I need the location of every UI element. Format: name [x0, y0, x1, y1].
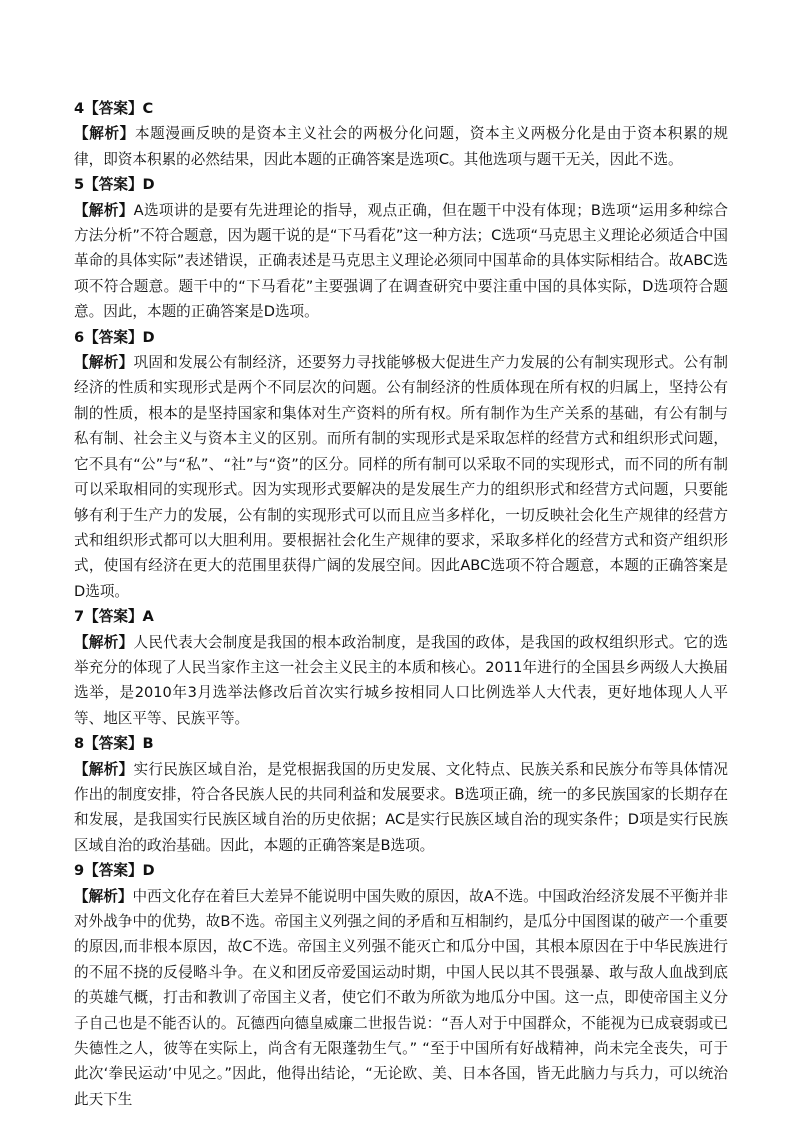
analysis-label: 【解析】: [74, 633, 134, 651]
question-number: 9: [74, 862, 85, 880]
answer-line: [74, 172, 728, 197]
analysis-text: 本题漫画反映的是资本主义社会的两极分化问题，资本主义两极分化是由于资本积累的规律，即资本积累的必然结果，因此本题的正确答案是选项C。其他选项与题干无关，因此不选。: [74, 125, 728, 168]
question-number: 7: [74, 608, 85, 626]
answer-label: 【答案】: [84, 100, 143, 117]
answer-line: [74, 96, 728, 121]
answer-value: D: [142, 328, 155, 346]
question-number: 8: [74, 735, 85, 753]
question-number: 6: [74, 328, 85, 346]
analysis-label: 【解析】: [74, 125, 135, 143]
answer-value: B: [142, 735, 154, 753]
analysis-text: A选项讲的是要有先进理论的指导，观点正确，但在题干中没有体现；B选项“运用多种综合方法分析”不符合题意，因为题干说的是“下马看花”这一种方法；C选项“马克思主义理论必须适合中国革命的具体实际”表述错误，正确表述是马克思主义理论必须同中国革命的具体实际相结合。故ABC选项不符合题意。题干中的“下马看花”主要强调了在调查研究中要注重中国的具体实际，D选项符合题意。因此，本题的正确答案是D选项。: [74, 201, 728, 321]
analysis-paragraph: [74, 350, 728, 604]
analysis-label: 【解析】: [74, 354, 134, 372]
question-9: [74, 858, 728, 1112]
answer-value: A: [142, 608, 154, 626]
analysis-text: 实行民族区域自治，是党根据我国的历史发展、文化特点、民族关系和民族分布等具体情况作出的制度安排，符合各民族人民的共同利益和发展要求。B选项正确，统一的多民族国家的长期存在和发展，是我国实行民族区域自治的历史依据；AC是实行民族区域自治的现实条件；D项是实行民族区域自治的政治基础。因此，本题的正确答案是B选项。: [74, 760, 728, 854]
answer-value: D: [142, 862, 155, 880]
answer-label: 【答案】: [84, 608, 143, 626]
analysis-label: 【解析】: [74, 887, 133, 905]
analysis-label: 【解析】: [74, 201, 134, 219]
analysis-label: 【解析】: [74, 760, 134, 778]
analysis-paragraph: [74, 884, 728, 1113]
question-number: 5: [74, 176, 85, 194]
analysis-paragraph: [74, 198, 728, 325]
answer-line: [74, 325, 728, 350]
question-6: [74, 325, 728, 604]
answer-line: [74, 731, 728, 756]
analysis-paragraph: [74, 630, 728, 732]
analysis-text: 巩固和发展公有制经济，还要努力寻找能够极大促进生产力发展的公有制实现形式。公有制经济的性质和实现形式是两个不同层次的问题。公有制经济的性质体现在所有权的归属上，坚持公有制的性质，根本的是坚持国家和集体对生产资料的所有权。所有制作为生产关系的基础，有公有制与私有制、社会主义与资本主义的区别。而所有制的实现形式是采取怎样的经营方式和组织形式问题，它不具有“公”与“私”、“社”与“资”的区分。同样的所有制可以采取不同的实现形式，而不同的所有制可以采取相同的实现形式。因为实现形式要解决的是发展生产力的组织形式和经营方式问题，只要能够有利于生产力的发展，公有制的实现形式可以而且应当多样化，一切反映社会化生产规律的经营方式和组织形式都可以大胆利用。要根据社会化生产规律的要求，采取多样化的经营方式和资产组织形式，使国有经济在更大的范围里获得广阔的发展空间。因此ABC选项不符合题意，本题的正确答案是D选项。: [74, 354, 728, 600]
question-8: [74, 731, 728, 858]
analysis-paragraph: [74, 121, 728, 172]
answer-value: D: [142, 176, 155, 194]
question-5: [74, 172, 728, 324]
question-4: [74, 96, 728, 172]
answer-label: 【答案】: [84, 176, 143, 194]
question-number: 4: [74, 100, 85, 117]
question-7: [74, 604, 728, 731]
analysis-text: 中西文化存在着巨大差异不能说明中国失败的原因，故A不选。中国政治经济发展不平衡并非对外战争中的优势，故B不选。帝国主义列强之间的矛盾和互相制约，是瓜分中国图谋的破产一个重要的原因,而非根本原因，故C不选。帝国主义列强不能灭亡和瓜分中国，其根本原因在于中华民族进行的不屈不挠的反侵略斗争。在义和团反帝爱国运动时期，中国人民以其不畏强暴、敢与敌人血战到底的英雄气概，打击和教训了帝国主义者，使它们不敢为所欲为地瓜分中国。这一点，即使帝国主义分子自己也是不能否认的。瓦德西向德皇威廉二世报告说：“吾人对于中国群众，不能视为已成衰弱或已失德性之人，彼等在实际上，尚含有无限蓬勃生气。” “至于中国所有好战精神，尚未完全丧失，可于此次‘拳民运动’中见之。”因此，他得出结论，“无论欧、美、日本各国，皆无此脑力与兵力，可以统治此天下生: [74, 887, 728, 1108]
answer-label: 【答案】: [84, 862, 143, 880]
answer-label: 【答案】: [84, 328, 143, 346]
answer-label: 【答案】: [84, 735, 143, 753]
analysis-text: 人民代表大会制度是我国的根本政治制度，是我国的政体，是我国的政权组织形式。它的选举充分的体现了人民当家作主这一社会主义民主的本质和核心。2011年进行的全国县乡两级人大换届选举，是2010年3月选举法修改后首次实行城乡按相同人口比例选举人大代表，更好地体现人人平等、地区平等、民族平等。: [74, 633, 728, 727]
answer-line: [74, 858, 728, 883]
answer-value: C: [142, 100, 154, 117]
answer-line: [74, 604, 728, 629]
analysis-paragraph: [74, 757, 728, 859]
